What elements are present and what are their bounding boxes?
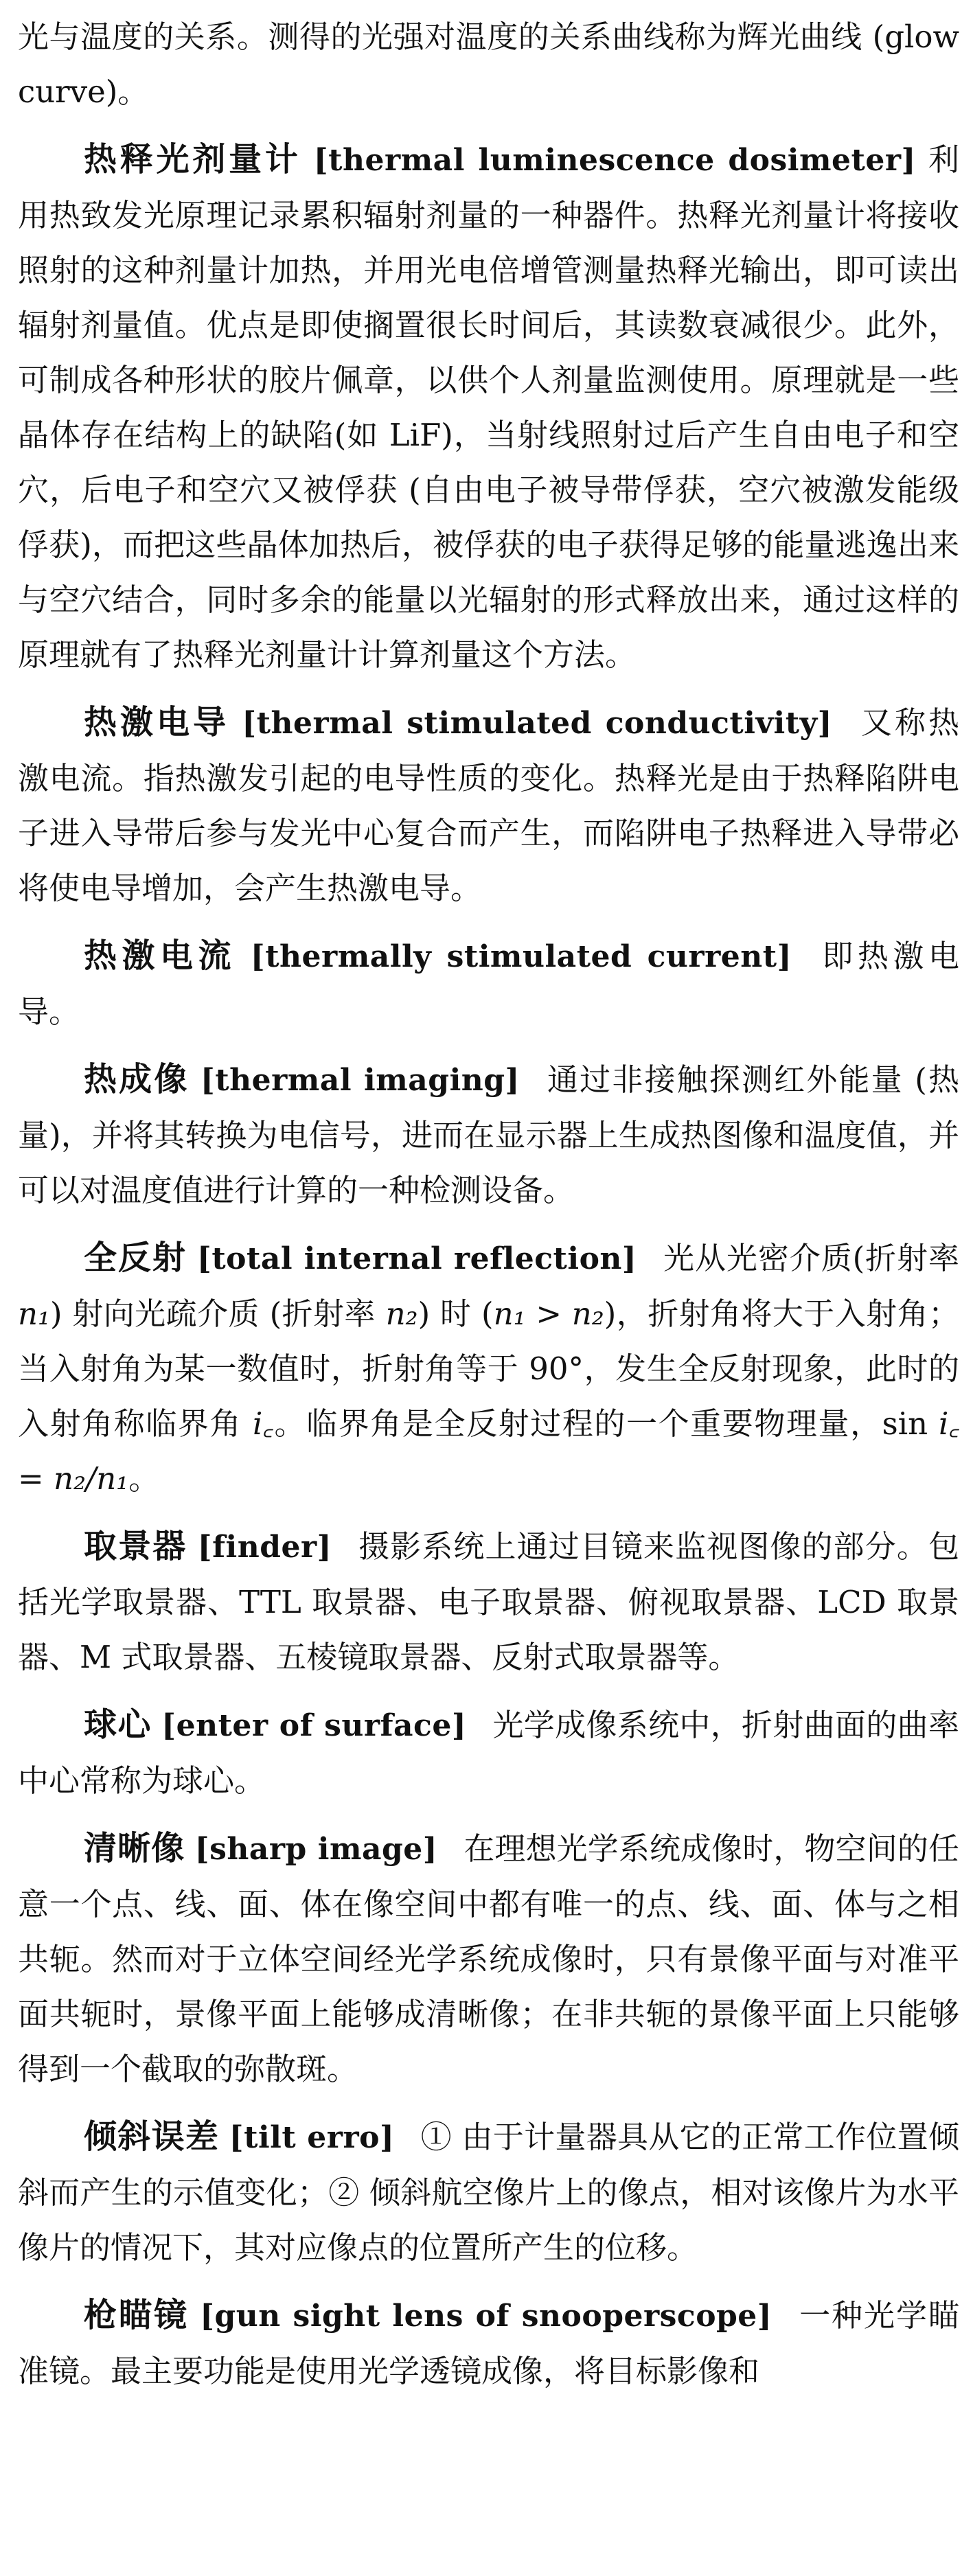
entry-term-en: [thermal luminescence dosimeter] bbox=[313, 143, 916, 178]
math-critical-angle: i꜀ bbox=[253, 1405, 273, 1442]
entry-body: 又称热激电流。指热激发引起的电导性质的变化。热释光是由于热释陷阱电子进入导带后参与发光中心复合而产生，而陷阱电子热释进入导带必将使电导增加，会产生热激电导。 bbox=[18, 704, 959, 906]
entry-body-part: 光从光密介质(折射率 bbox=[663, 1240, 959, 1276]
math-formula: i꜀ = n₂/n₁ bbox=[18, 1405, 959, 1497]
math-condition: n₁ > n₂ bbox=[493, 1296, 604, 1332]
entry-term-cn: 热成像 bbox=[84, 1060, 190, 1099]
entry-term-cn: 枪瞄镜 bbox=[84, 2296, 189, 2334]
entry-body: 摄影系统上通过目镜来监视图像的部分。包括光学取景器、TTL 取景器、电子取景器、俯视取景器、LCD 取景器、M 式取景器、五棱镜取景器、反射式取景器等。 bbox=[18, 1528, 959, 1675]
entry-body: 一种光学瞄准镜。最主要功能是使用光学透镜成像，将目标影像和 bbox=[18, 2297, 959, 2389]
math-n1: n₁ bbox=[18, 1296, 51, 1332]
entry-body: ① 由于计量器具从它的正常工作位置倾斜而产生的示值变化；② 倾斜航空像片上的像点，相对该像片为水平像片的情况下，其对应像点的位置所产生的位移。 bbox=[18, 2119, 959, 2266]
entry-body-part: ) 射向光疏介质 (折射率 bbox=[50, 1296, 386, 1332]
entry-total-internal-reflection bbox=[18, 1230, 959, 1506]
entry-term-cn: 热激电导 bbox=[84, 703, 230, 741]
entry-thermal-stimulated-conductivity bbox=[18, 695, 959, 916]
entry-term-en: [total internal reflection] bbox=[197, 1241, 637, 1276]
entry-body-part: 。临界角是全反射过程的一个重要物理量，sin bbox=[273, 1405, 939, 1442]
entry-thermal-imaging bbox=[18, 1052, 959, 1218]
entry-body: 利用热致发光原理记录累积辐射剂量的一种器件。热释光剂量计将接收照射的这种剂量计加热，并用光电倍增管测量热释光输出，即可读出辐射剂量值。优点是即使搁置很长时间后，其读数衰减很少。此外，可制成各种形状的胶片佩章，以供个人剂量监测使用。原理就是一些晶体存在结构上的缺陷(如 LiF)，当射线照射过后产生自由电子和空穴，后电子和空穴又被俘获 (自由电子被导带俘获，空穴被激发能级俘获)，而把这些晶体加热后，被俘获的电子获得足够的能量逃逸出来与空穴结合，同时多余的能量以光辐射的形式释放出来，通过这样的原理就有了热释光剂量计计算剂量这个方法。 bbox=[18, 141, 959, 673]
entry-sharp-image bbox=[18, 1821, 959, 2097]
entry-term-cn: 倾斜误差 bbox=[84, 2117, 220, 2156]
entry-term-en: [thermally stimulated current] bbox=[250, 939, 792, 974]
entry-gun-sight-lens bbox=[18, 2288, 959, 2399]
entry-thermally-stimulated-current bbox=[18, 928, 959, 1039]
entry-term-cn: 热释光剂量计 bbox=[84, 140, 301, 179]
entry-term-en: [thermal imaging] bbox=[200, 1063, 520, 1098]
entry-body-part: ) 时 ( bbox=[417, 1296, 494, 1332]
intro-text: 光与温度的关系。测得的光强对温度的关系曲线称为辉光曲线 (glow curve)。 bbox=[18, 19, 959, 110]
math-n2: n₂ bbox=[385, 1296, 418, 1332]
entry-term-en: [gun sight lens of snooperscope] bbox=[200, 2299, 772, 2334]
entry-thermal-luminescence-dosimeter bbox=[18, 132, 959, 682]
entry-term-cn: 全反射 bbox=[84, 1239, 187, 1277]
entry-term-en: [tilt erro] bbox=[229, 2120, 395, 2155]
entry-term-en: [sharp image] bbox=[194, 1832, 438, 1867]
entry-term-en: [enter of surface] bbox=[161, 1708, 467, 1743]
entry-term-cn: 球心 bbox=[84, 1705, 152, 1744]
entry-body: 即热激电导。 bbox=[18, 938, 959, 1030]
entry-term-cn: 热激电流 bbox=[84, 936, 237, 975]
entry-body: 光学成像系统中，折射曲面的曲率中心常称为球心。 bbox=[18, 1707, 959, 1799]
entry-body: 在理想光学系统成像时，物空间的任意一个点、线、面、体在像空间中都有唯一的点、线、面、体与之相共轭。然而对于立体空间经光学系统成像时，只有景像平面与对准平面共轭时，景像平面上能够成清晰像；在非共轭的景像平面上只能够得到一个截取的弥散斑。 bbox=[18, 1830, 959, 2087]
entry-body: 通过非接触探测红外能量 (热量)，并将其转换为电信号，进而在显示器上生成热图像和温度值，并可以对温度值进行计算的一种检测设备。 bbox=[18, 1061, 959, 1208]
entry-term-en: [thermal stimulated conductivity] bbox=[242, 706, 832, 741]
entry-tilt-error bbox=[18, 2109, 959, 2275]
entry-body-part: )，折射角将大于入射角；当入射角为某一数值时，折射角等于 90°，发生全反射现象，此时的入射角称临界角 bbox=[18, 1296, 960, 1442]
entry-term-en: [finder] bbox=[197, 1530, 332, 1565]
entry-finder bbox=[18, 1519, 959, 1685]
entry-body-part: 。 bbox=[128, 1460, 160, 1497]
intro-paragraph bbox=[18, 10, 959, 119]
entry-term-cn: 取景器 bbox=[84, 1527, 187, 1565]
entry-center-of-surface bbox=[18, 1697, 959, 1808]
entry-term-cn: 清晰像 bbox=[84, 1829, 185, 1867]
